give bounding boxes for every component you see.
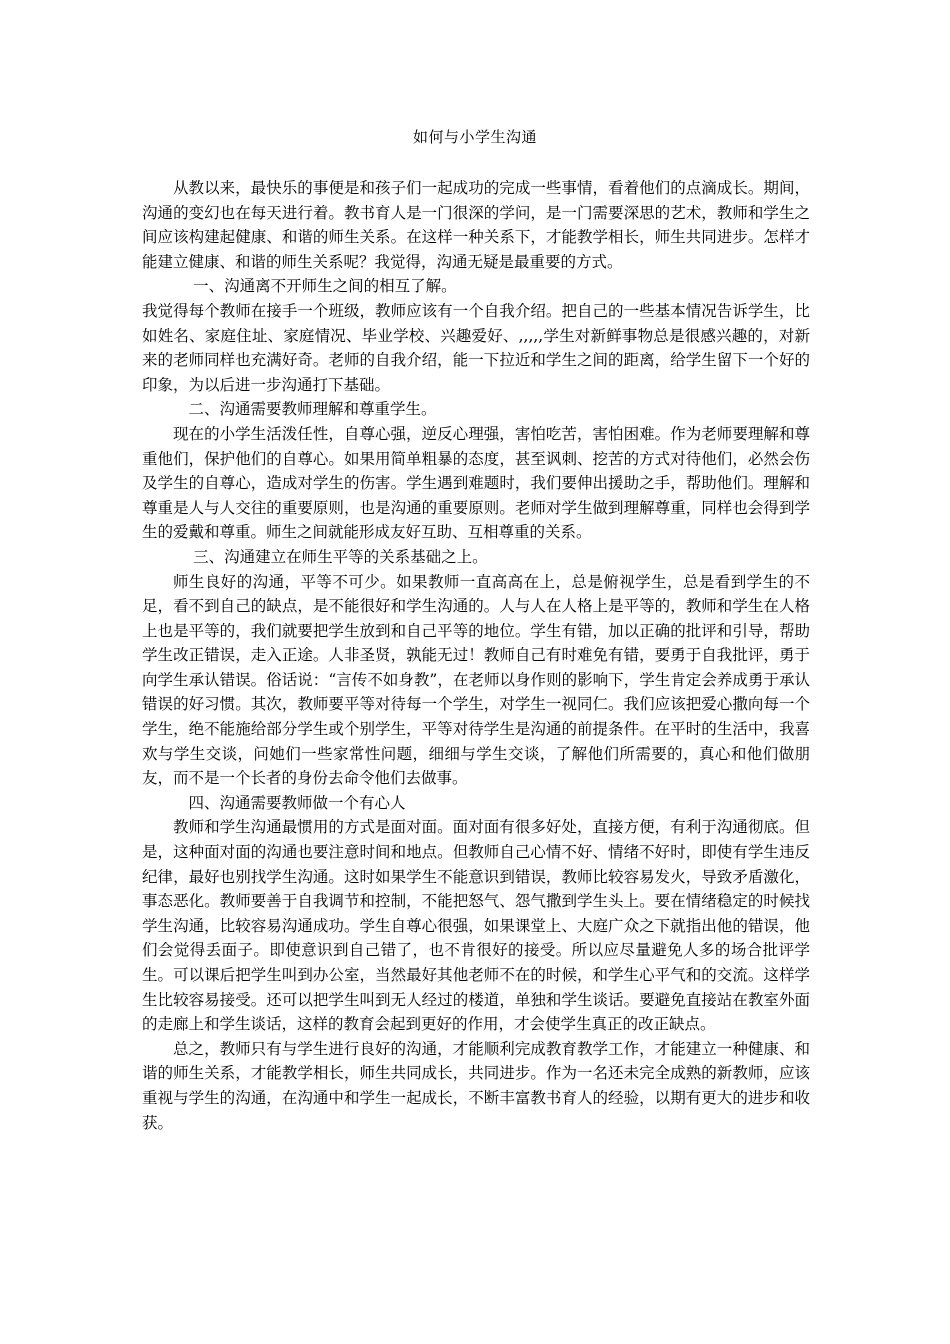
document-body xyxy=(142,176,810,1135)
paragraph-section-1: 我觉得每个教师在接手一个班级，教师应该有一个自我介绍。把自己的一些基本情况告诉学生，比如姓名、家庭住址、家庭情况、毕业学校、兴趣爱好、,,,,,学生对新鲜事物总是很感兴趣的，对新来的老师同样也充满好奇。老师的自我介绍，能一下拉近和学生之间的距离，给学生留下一个好的印象，为以后进一步沟通打下基础。 xyxy=(142,301,810,394)
paragraph-conclusion: 总之，教师只有与学生进行良好的沟通，才能顺利完成教育教学工作，才能建立一种健康、和谐的师生关系，才能教学相长，师生共同成长，共同进步。作为一名还未完全成熟的新教师，应该重视与学生的沟通，在沟通中和学生一起成长，不断丰富教书育人的经验，以期有更大的进步和收获。 xyxy=(142,1039,810,1132)
document-title: 如何与小学生沟通 xyxy=(412,128,537,146)
section-heading-3: 三、沟通建立在师生平等的关系基础之上。 xyxy=(193,547,488,566)
section-heading-1: 一、沟通离不开师生之间的相互了解。 xyxy=(193,277,457,296)
section-heading-2: 二、沟通需要教师理解和尊重学生。 xyxy=(188,400,437,419)
paragraph-section-2: 现在的小学生活泼任性，自尊心强，逆反心理强，害怕吃苦，害怕困难。作为老师要理解和尊重他们，保护他们的自尊心。如果用简单粗暴的态度，甚至讽刺、挖苦的方式对待他们，必然会伤及学生的自尊心，造成对学生的伤害。学生遇到难题时，我们要伸出援助之手，帮助他们。理解和尊重是人与人交往的重要原则，也是沟通的重要原则。老师对学生做到理解尊重，同样也会得到学生的爱戴和尊重。师生之间就能形成友好互助、互相尊重的关系。 xyxy=(142,424,810,542)
paragraph-intro: 从教以来，最快乐的事便是和孩子们一起成功的完成一些事情，看着他们的点滴成长。期间，沟通的变幻也在每天进行着。教书育人是一门很深的学问，是一门需要深思的艺术，教师和学生之间应该构建起健康、和谐的师生关系。在这样一种关系下，才能教学相长，师生共同进步。怎样才能建立健康、和谐的师生关系呢？我觉得，沟通无疑是最重要的方式。 xyxy=(142,179,810,271)
paragraph-section-3: 师生良好的沟通，平等不可少。如果教师一直高高在上，总是俯视学生，总是看到学生的不足，看不到自己的缺点，是不能很好和学生沟通的。人与人在人格上是平等的，教师和学生在人格上也是平等的，我们就要把学生放到和自己平等的地位。学生有错，加以正确的批评和引导，帮助学生改正错误，走入正途。人非圣贤，孰能无过！教师自己有时难免有错，要勇于自我批评，勇于向学生承认错误。俗话说：“言传不如身教”，在老师以身作则的影响下，学生肯定会养成勇于承认错误的好习惯。其次，教师要平等对待每一个学生，对学生一视同仁。我们应该把爱心撒向每一个学生，绝不能施给部分学生或个别学生，平等对待学生是沟通的前提条件。在平时的生活中，我喜欢与学生交谈，问她们一些家常性问题，细细与学生交谈，了解他们所需要的，真心和他们做朋友，而不是一个长者的身份去命令他们去做事。 xyxy=(142,572,810,788)
section-heading-4: 四、沟通需要教师做一个有心人 xyxy=(188,793,406,812)
paragraph-section-4: 教师和学生沟通最惯用的方式是面对面。面对面有很多好处，直接方便，有利于沟通彻底。但是，这种面对面的沟通也要注意时间和地点。但教师自己心情不好、情绪不好时，即使有学生违反纪律，最好也别找学生沟通。这时如果学生不能意识到错误，教师比较容易发火，导致矛盾激化，事态恶化。教师要善于自我调节和控制，不能把怒气、怨气撒到学生头上。要在情绪稳定的时候找学生沟通，比较容易沟通成功。学生自尊心很强，如果课堂上、大庭广众之下就指出他的错误，他们会觉得丢面子。即使意识到自己错了，也不肯很好的接受。所以应尽量避免人多的场合批评学生。可以课后把学生叫到办公室，当然最好其他老师不在的时候，和学生心平气和的交流。这样学生比较容易接受。还可以把学生叫到无人经过的楼道，单独和学生谈话。要避免直接站在教室外面的走廊上和学生谈话，这样的教育会起到更好的作用，才会使学生真正的改正缺点。 xyxy=(142,818,810,1034)
